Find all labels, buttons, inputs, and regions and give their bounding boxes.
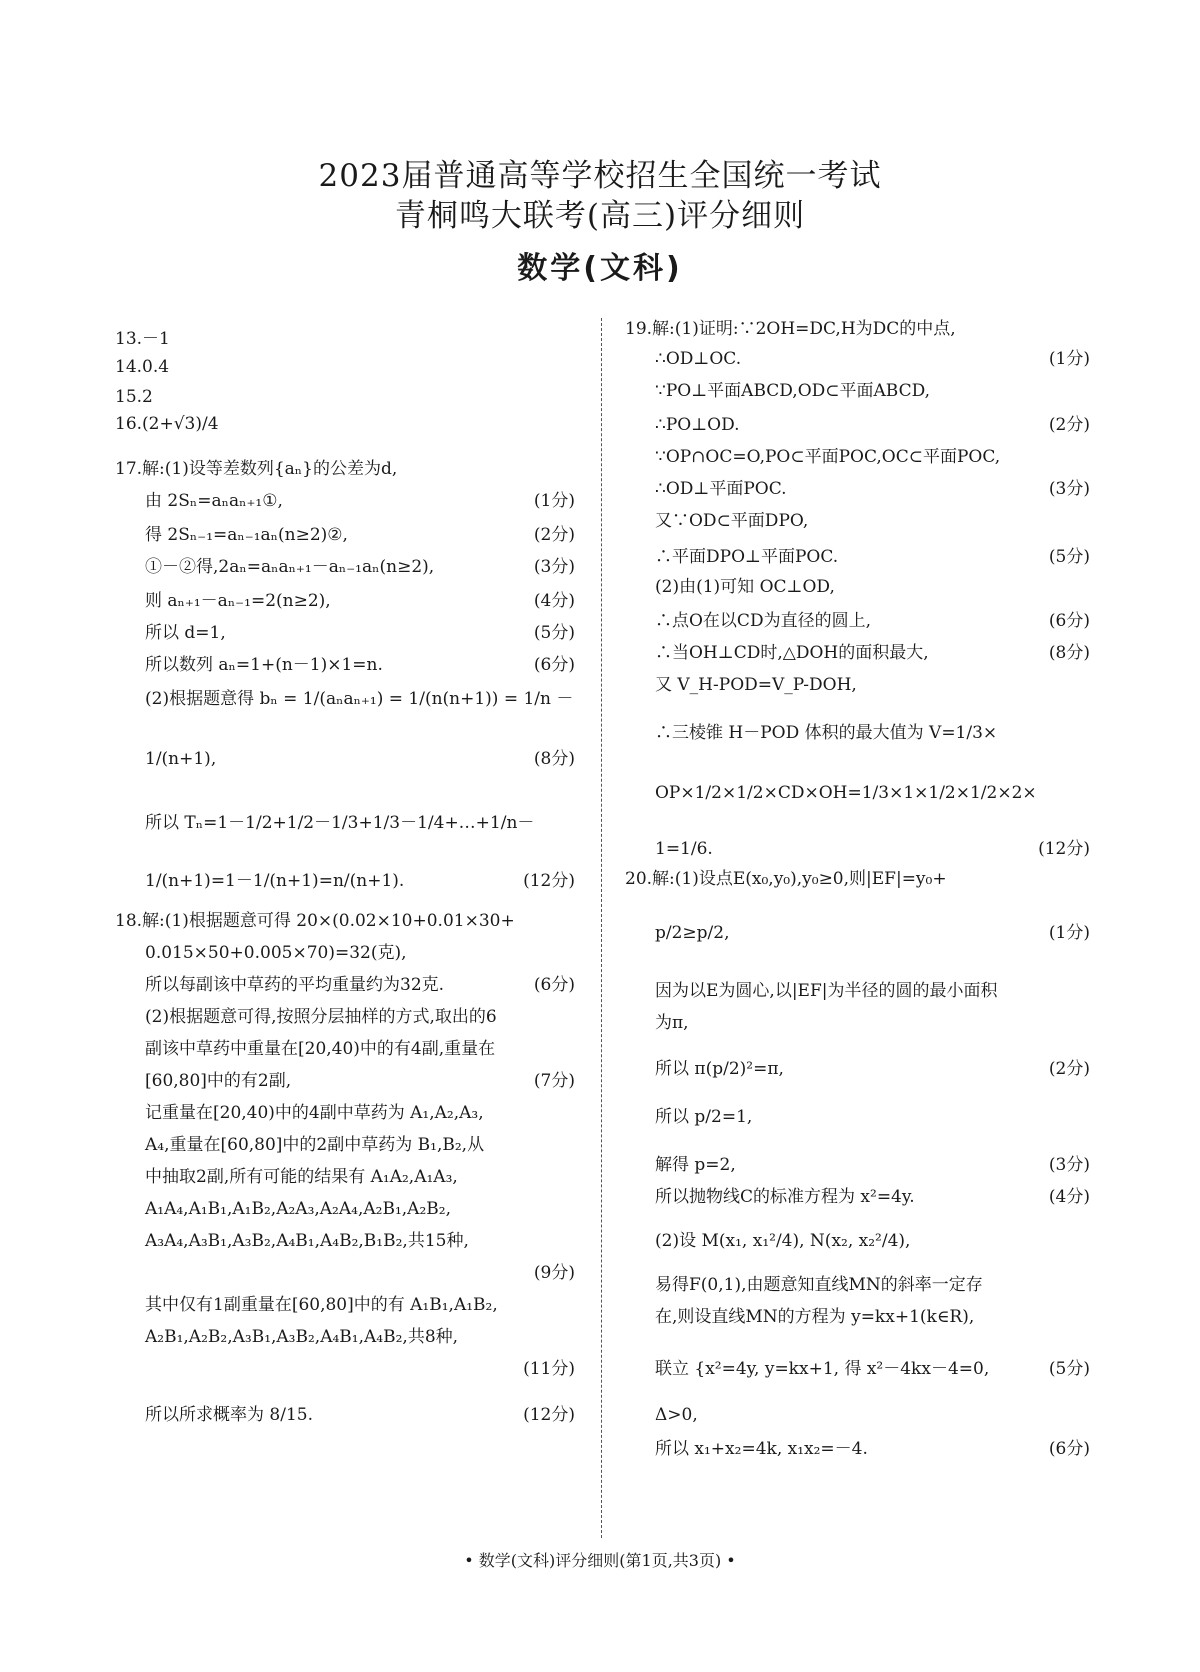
score-label: (1分) [533,491,575,511]
solution-row [115,748,575,770]
solution-line: 所以 Tₙ=1－1/2+1/2－1/3+1/3－1/4+…+1/n－ [145,813,535,833]
score-label: (5分) [533,623,575,643]
solution-row [625,868,1090,890]
solution-row [115,910,575,932]
score-label: (12分) [1038,839,1090,859]
solution-row [625,642,1090,664]
solution-row [115,1358,575,1380]
solution-line: A₃A₄,A₃B₁,A₃B₂,A₄B₁,A₄B₂,B₁B₂,共15种, [145,1231,469,1251]
solution-row [625,782,1090,804]
score-label: (8分) [1048,643,1090,663]
solution-line: 由 2Sₙ=aₙaₙ₊₁①, [145,491,283,511]
solution-row [115,1134,575,1156]
solution-line: 在,则设直线MN的方程为 y=kx+1(k∈R), [655,1307,975,1327]
solution-line: 副该中草药中重量在[20,40)中的有4副,重量在 [145,1039,496,1059]
solution-line: 中抽取2副,所有可能的结果有 A₁A₂,A₁A₃, [145,1167,458,1187]
exam-title: 2023届普通高等学校招生全国统一考试 [318,158,882,194]
solution-row [115,490,575,512]
score-label: (6分) [533,975,575,995]
solution-row [115,1294,575,1316]
score-label: (3分) [1048,479,1090,499]
solution-line: 因为以E为圆心,以|EF|为半径的圆的最小面积 [655,981,998,1001]
solution-row [625,348,1090,370]
solution-line: 记重量在[20,40)中的4副中草药为 A₁,A₂,A₃, [145,1103,484,1123]
solution-row [115,590,575,612]
score-label: (6分) [533,655,575,675]
solution-row [115,328,575,350]
solution-row [625,838,1090,860]
solution-line: 又 V_H-POD=V_P-DOH, [655,675,857,695]
solution-row [115,1198,575,1220]
solution-line: A₁A₄,A₁B₁,A₁B₂,A₂A₃,A₂A₄,A₂B₁,A₂B₂, [145,1199,451,1219]
solution-row [115,1006,575,1028]
solution-row [625,1186,1090,1208]
score-label: (6分) [1048,1439,1090,1459]
solution-line: 所以每副该中草药的平均重量约为32克. [145,975,445,995]
solution-line: 为π, [655,1013,689,1033]
solution-line: 又∵OD⊂平面DPO, [655,511,809,531]
solution-row [625,318,1090,340]
score-label: (6分) [1048,611,1090,631]
solution-line: 则 aₙ₊₁－aₙ₋₁=2(n≥2), [145,591,331,611]
solution-row [625,1230,1090,1252]
solution-row [625,510,1090,532]
solution-row [625,722,1090,744]
solution-row [115,1404,575,1426]
solution-row [115,1230,575,1252]
score-label: (9分) [533,1263,575,1283]
solution-row [115,413,575,435]
solution-line: ∴PO⊥OD. [655,415,740,435]
solution-line: A₄,重量在[60,80]中的2副中草药为 B₁,B₂,从 [145,1135,485,1155]
solution-line: 0.015×50+0.005×70)=32(克), [145,943,407,963]
solution-line: 18.解:(1)根据题意可得 20×(0.02×10+0.01×30+ [115,911,515,931]
solution-row [115,622,575,644]
solution-line: 所以数列 aₙ=1+(n－1)×1=n. [145,655,383,675]
score-label: (3分) [533,557,575,577]
score-label: (12分) [523,1405,575,1425]
subject-title: 数学(文科) [517,251,683,286]
score-label: (4分) [533,591,575,611]
solution-row [115,654,575,676]
solution-line: (2)根据题意得 bₙ = 1/(aₙaₙ₊₁) = 1/(n(n+1)) = 1/n － [145,689,574,709]
solution-line: p/2≥p/2, [655,923,730,943]
solution-row [625,1154,1090,1176]
solution-line: 1=1/6. [655,839,713,859]
solution-line: 15.2 [115,387,153,407]
solution-line: 联立 {x²=4y, y=kx+1, 得 x²－4kx－4=0, [655,1359,990,1379]
solution-row [625,446,1090,468]
solution-row [115,1038,575,1060]
solution-line: 14.0.4 [115,357,170,377]
solution-line: ∴三棱锥 H－POD 体积的最大值为 V=1/3× [655,723,998,743]
solution-line: (2)根据题意可得,按照分层抽样的方式,取出的6 [145,1007,497,1027]
solution-row [115,812,575,834]
solution-line: 1/(n+1)=1－1/(n+1)=n/(n+1). [145,871,405,891]
score-label: (5分) [1048,1359,1090,1379]
solution-row [625,1404,1090,1426]
solution-line: 1/(n+1), [145,749,217,769]
solution-line: 所以 π(p/2)²=π, [655,1059,784,1079]
solution-line: ∵OP∩OC=O,PO⊂平面POC,OC⊂平面POC, [655,447,1001,467]
solution-row [115,942,575,964]
solution-line: (2)设 M(x₁, x₁²/4), N(x₂, x₂²/4), [655,1231,911,1251]
column-divider [601,318,602,1538]
solution-row [115,1326,575,1348]
score-label: (3分) [1048,1155,1090,1175]
solution-line: 所以抛物线C的标准方程为 x²=4y. [655,1187,915,1207]
solution-row [115,1070,575,1092]
solution-line: 17.解:(1)设等差数列{aₙ}的公差为d, [115,459,398,479]
solution-line: ∴OD⊥平面POC. [655,479,787,499]
solution-row [115,458,575,480]
score-label: (2分) [533,525,575,545]
solution-line: 所以 d=1, [145,623,226,643]
solution-row [115,1166,575,1188]
solution-line: A₂B₁,A₂B₂,A₃B₁,A₃B₂,A₄B₁,A₄B₂,共8种, [145,1327,459,1347]
solution-line: [60,80]中的有2副, [145,1071,292,1091]
solution-row [625,546,1090,568]
solution-line: ∴点O在以CD为直径的圆上, [655,611,871,631]
solution-line: ①－②得,2aₙ=aₙaₙ₊₁－aₙ₋₁aₙ(n≥2), [145,557,435,577]
solution-line: ∴当OH⊥CD时,△DOH的面积最大, [655,643,929,663]
solution-row [115,1262,575,1284]
solution-line: (2)由(1)可知 OC⊥OD, [655,577,835,597]
solution-line: 20.解:(1)设点E(x₀,y₀),y₀≥0,则|EF|=y₀+ [625,869,947,889]
solution-row [115,1102,575,1124]
solution-row [115,386,575,408]
solution-row [115,524,575,546]
solution-row [625,1106,1090,1128]
solution-line: 其中仅有1副重量在[60,80]中的有 A₁B₁,A₁B₂, [145,1295,498,1315]
score-label: (4分) [1048,1187,1090,1207]
solution-line: 16.(2+√3)/4 [115,414,219,434]
solution-line: 得 2Sₙ₋₁=aₙ₋₁aₙ(n≥2)②, [145,525,348,545]
score-label: (11分) [523,1359,575,1379]
solution-row [115,356,575,378]
solution-line: 19.解:(1)证明:∵2OH=DC,H为DC的中点, [625,319,956,339]
solution-line: ∵PO⊥平面ABCD,OD⊂平面ABCD, [655,381,931,401]
solution-line: 所以 p/2=1, [655,1107,753,1127]
solution-row [625,414,1090,436]
solution-line: OP×1/2×1/2×CD×OH=1/3×1×1/2×1/2×2× [655,783,1037,803]
solution-row [625,674,1090,696]
score-label: (8分) [533,749,575,769]
score-label: (7分) [533,1071,575,1091]
score-label: (1分) [1048,349,1090,369]
score-label: (5分) [1048,547,1090,567]
solution-line: 13.－1 [115,329,170,349]
solution-row [625,980,1090,1002]
solution-line: ∴平面DPO⊥平面POC. [655,547,839,567]
solution-line: 解得 p=2, [655,1155,736,1175]
solution-line: 所以所求概率为 8/15. [145,1405,313,1425]
solution-row [115,688,575,710]
solution-row [115,974,575,996]
score-label: (1分) [1048,923,1090,943]
score-label: (2分) [1048,415,1090,435]
solution-line: ∴OD⊥OC. [655,349,742,369]
solution-row [115,870,575,892]
score-label: (12分) [523,871,575,891]
solution-line: Δ>0, [655,1405,698,1425]
solution-row [625,576,1090,598]
solution-row [625,478,1090,500]
exam-subtitle: 青桐鸣大联考(高三)评分细则 [394,198,806,234]
solution-row [625,1358,1090,1380]
solution-row [625,610,1090,632]
solution-row [115,556,575,578]
solution-row [625,1274,1090,1296]
solution-line: 易得F(0,1),由题意知直线MN的斜率一定存 [655,1275,983,1295]
solution-row [625,1438,1090,1460]
score-label: (2分) [1048,1059,1090,1079]
solution-row [625,1306,1090,1328]
solution-row [625,1058,1090,1080]
solution-row [625,922,1090,944]
page-footer: • 数学(文科)评分细则(第1页,共3页) • [464,1551,736,1570]
solution-line: 所以 x₁+x₂=4k, x₁x₂=－4. [655,1439,868,1459]
solution-row [625,1012,1090,1034]
solution-row [625,380,1090,402]
